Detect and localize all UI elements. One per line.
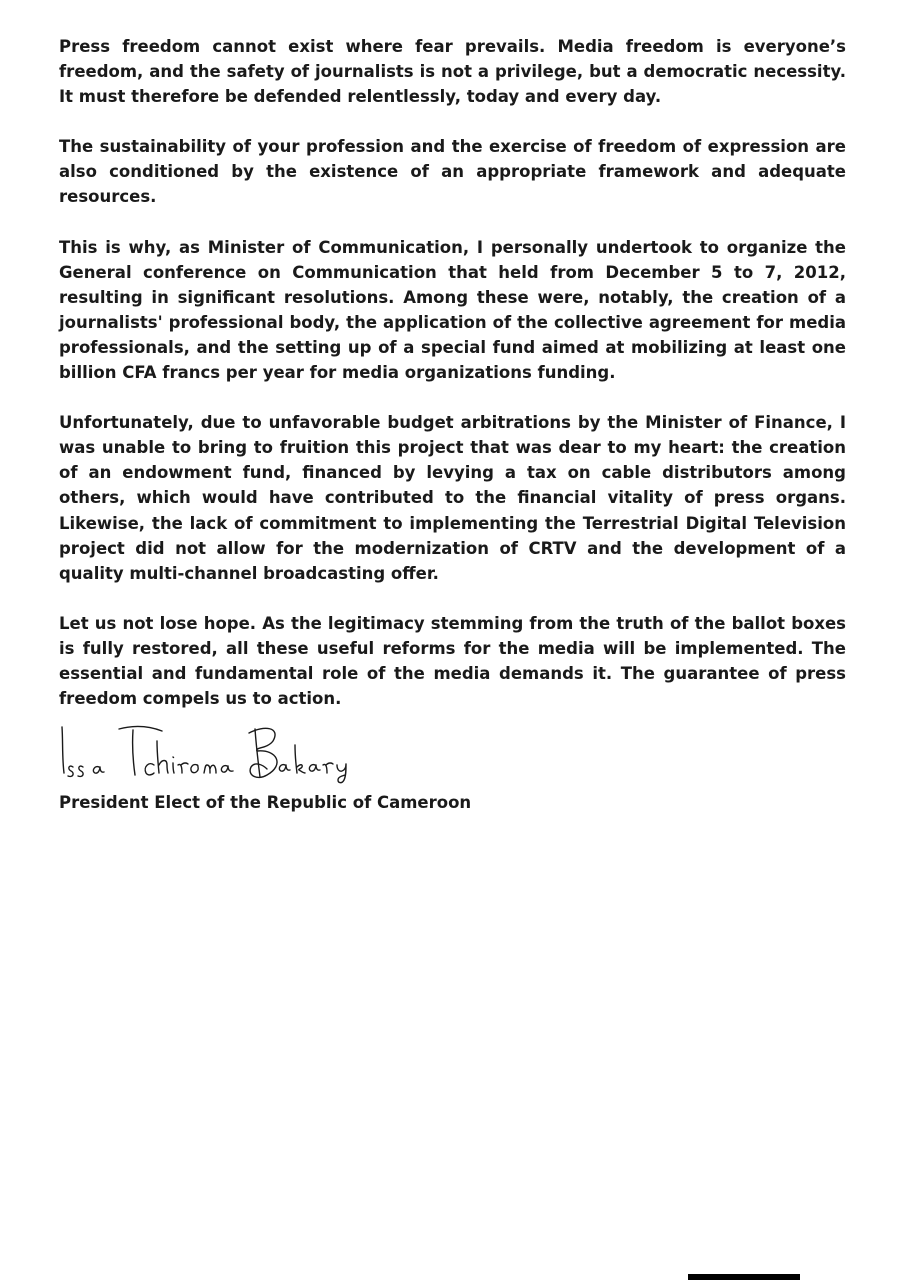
- paragraph-hope: Let us not lose hope. As the legitimacy stemming from the truth of the ballot boxes is fully restored, all these useful reforms for the media will be implemented. The essential and fundamental role of the media demands it. The guarantee of press freedom compels us to action.: [59, 613, 846, 709]
- paragraph-general-conference: This is why, as Minister of Communication, I personally undertook to organize the General conference on Communication that held from December 5 to 7, 2012, resulting in significant resolutions. Among these were, notably, the creation of a journalists' professional body, the application of the collective agreement for media professionals, and the setting up of a special fund aimed at mobilizing at least one billion CFA francs per year for media organizations funding.: [59, 237, 846, 383]
- handwritten-signature: [59, 721, 359, 789]
- signatory-title: President Elect of the Republic of Cameroon: [59, 793, 472, 813]
- bottom-edge-bar: [688, 1274, 800, 1280]
- paragraph-press-freedom: Press freedom cannot exist where fear prevails. Media freedom is everyone’s freedom, and the safety of journalists is not a privilege, but a democratic necessity. It must therefore be defended relentlessly, today and every day.: [59, 37, 846, 107]
- paragraph-sustainability: The sustainability of your profession and the exercise of freedom of expression are also conditioned by the existence of an appropriate framework and adequate resources.: [59, 137, 846, 207]
- paragraph-budget-arbitrations: Unfortunately, due to unfavorable budget arbitrations by the Minister of Finance, I was unable to bring to fruition this project that was dear to my heart: the creation of an endowment fund, financed by levying a tax on cable distributors among others, which would have contributed to the financial vitality of press organs. Likewise, the lack of commitment to implementing the Terrestrial Digital Television project did not allow for the modernization of CRTV and the development of a quality multi-channel broadcasting offer.: [59, 413, 846, 583]
- letter-body: [59, 34, 846, 815]
